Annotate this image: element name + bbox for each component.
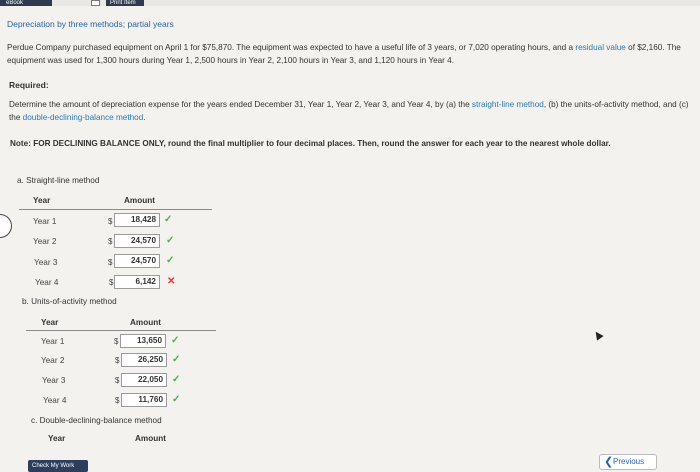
mouse-cursor-icon — [592, 329, 603, 340]
currency-symbol: $ — [108, 237, 113, 246]
section-a-year4-amount-input[interactable]: 6,142 — [114, 275, 160, 289]
currency-symbol: $ — [115, 356, 120, 365]
check-my-work-button[interactable]: Check My Work — [28, 460, 88, 472]
problem-text-prefix: Perdue Company purchased equipment on April 1 for $75,870. The equipment was expected to have a useful life of 3 years, or 7,020 operating hours, and a — [7, 43, 576, 52]
ebook-button[interactable]: eBook — [0, 0, 52, 6]
section-b-year-label: Year 2 — [41, 356, 65, 365]
chevron-left-icon: ❮ — [604, 456, 614, 468]
ddb-term-link[interactable]: double-declining-balance method — [22, 112, 144, 122]
correct-check-icon: ✓ — [164, 214, 173, 225]
correct-check-icon: ✓ — [172, 354, 181, 365]
section-a-header-rule — [19, 209, 212, 210]
previous-button[interactable] — [599, 454, 657, 470]
section-a-year3-amount-input[interactable]: 24,570 — [114, 254, 160, 268]
section-c-year-header: Year — [48, 434, 66, 443]
requirement-text-part1: Determine the amount of depreciation expense for the years ended December 31, Year 1, Year 2, Year 3, and Year 4, by (a) the — [9, 100, 472, 109]
problem-text-suffix: of $2,160. The equipment was used for 1,300 hours during Year 1, 2,500 hours in Year 2, 2,100 hours in Year 3, and 1,120 hours in Year 4. — [7, 43, 681, 65]
section-b-year-label: Year 4 — [43, 396, 67, 405]
section-b-label: b. Units-of-activity method — [22, 297, 117, 306]
correct-check-icon: ✓ — [166, 235, 175, 246]
section-c-amount-header: Amount — [135, 434, 166, 443]
section-b-year-label: Year 1 — [41, 337, 65, 346]
problem-text — [7, 41, 687, 67]
currency-symbol: $ — [108, 258, 113, 267]
currency-symbol: $ — [114, 337, 119, 346]
section-b-header-rule — [26, 330, 216, 331]
radio-button[interactable] — [0, 214, 12, 238]
requirement-text — [9, 99, 689, 124]
requirement-text-part3: . — [143, 112, 146, 122]
required-heading: Required: — [9, 80, 49, 90]
correct-check-icon: ✓ — [172, 374, 181, 385]
currency-symbol: $ — [115, 376, 120, 385]
currency-symbol: $ — [108, 217, 113, 226]
incorrect-x-icon: ✕ — [167, 276, 176, 287]
residual-value-term-link[interactable]: residual value — [575, 43, 626, 52]
section-a-year-label: Year 3 — [34, 258, 58, 267]
previous-label: Previous — [613, 457, 645, 466]
top-toolbar — [0, 0, 700, 6]
section-b-year-header: Year — [41, 318, 59, 327]
requirement-text-part2: , (b) the units-of-activity method, and (c) the — [9, 100, 689, 122]
section-a-year-label: Year 4 — [35, 278, 59, 287]
correct-check-icon: ✓ — [166, 255, 175, 266]
section-a-year-header: Year — [33, 196, 51, 205]
currency-symbol: $ — [109, 278, 114, 287]
section-b-year3-amount-input[interactable]: 22,050 — [121, 373, 167, 387]
section-a-year-label: Year 2 — [33, 237, 57, 246]
section-a-year1-amount-input[interactable]: 18,428 — [114, 213, 160, 227]
currency-symbol: $ — [115, 396, 120, 405]
section-b-year1-amount-input[interactable]: 13,650 — [120, 334, 166, 348]
section-b-year-label: Year 3 — [42, 376, 66, 385]
section-a-year-label: Year 1 — [33, 217, 57, 226]
section-a-label: a. Straight-line method — [17, 176, 100, 185]
rounding-note: Note: FOR DECLINING BALANCE ONLY, round the final multiplier to four decimal places. Then, round the answer for each year to the nearest whole dollar. — [10, 139, 611, 148]
section-c-label: c. Double-declining-balance method — [31, 416, 162, 425]
section-b-year4-amount-input[interactable]: 11,760 — [121, 393, 167, 407]
straight-line-term-link[interactable]: straight-line method — [471, 100, 544, 109]
print-icon[interactable] — [91, 0, 100, 6]
correct-check-icon: ✓ — [172, 394, 181, 405]
section-b-year2-amount-input[interactable]: 26,250 — [121, 353, 167, 367]
correct-check-icon: ✓ — [171, 335, 180, 346]
problem-title: Depreciation by three methods; partial years — [7, 19, 174, 29]
section-a-year2-amount-input[interactable]: 24,570 — [114, 234, 160, 248]
section-b-amount-header: Amount — [130, 318, 161, 327]
section-a-amount-header: Amount — [124, 196, 155, 205]
print-item-button[interactable]: Print Item — [106, 0, 144, 6]
